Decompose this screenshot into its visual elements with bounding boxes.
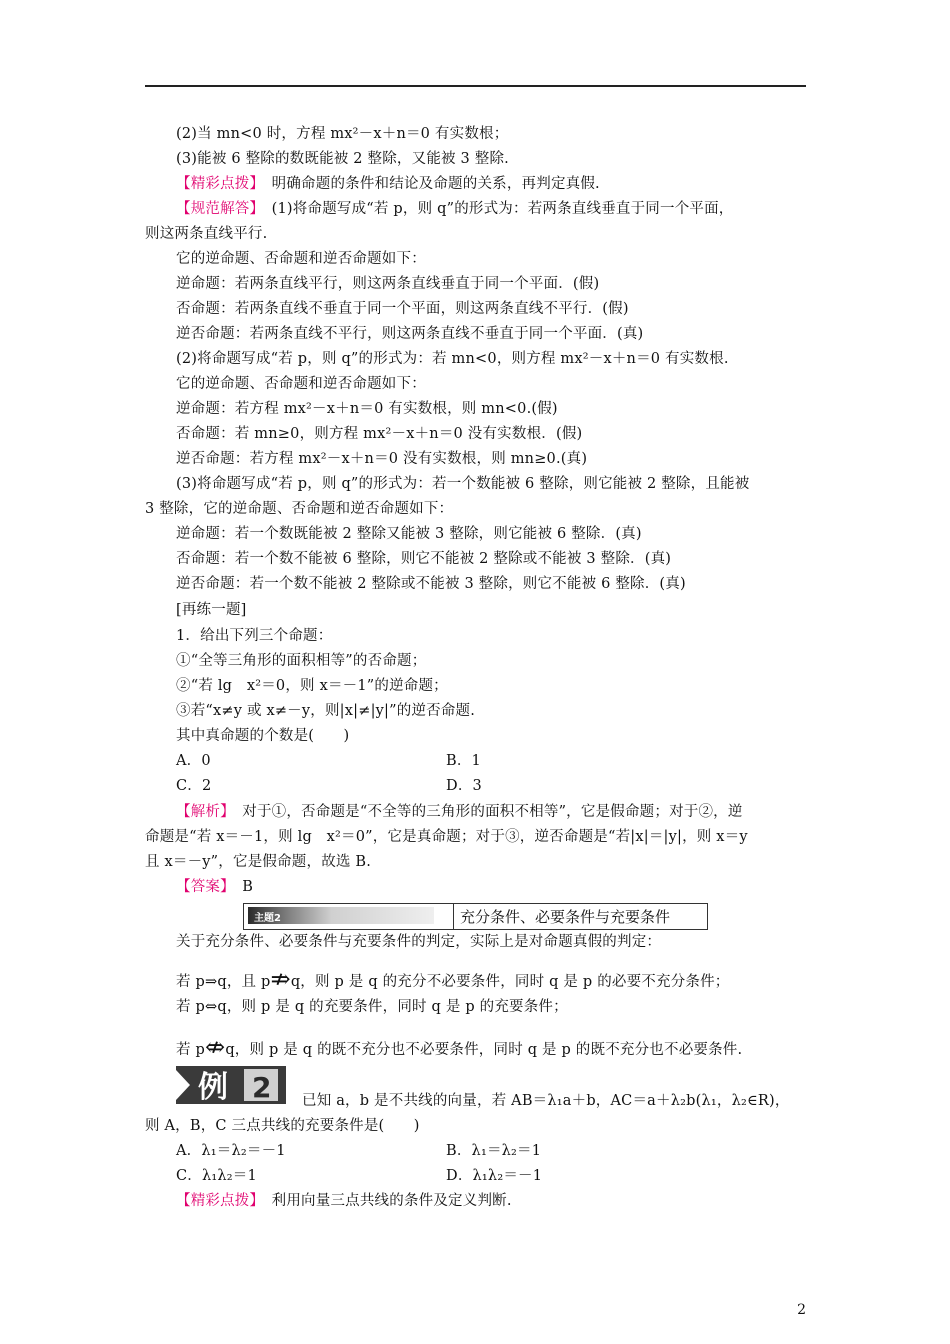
text-line: (3)将命题写成“若 p，则 q”的形式为：若一个数能被 6 整除，则它能被 2 整除，且能被 <box>176 476 750 492</box>
header-rule <box>145 85 806 87</box>
option-b: B．λ₁＝λ₂＝1 <box>446 1143 542 1159</box>
topic-title: 充分条件、必要条件与充要条件 <box>460 908 671 926</box>
tag-text: 对于①，否命题是“不全等的三角形的面积不相等”，它是假命题；对于②，逆 <box>227 804 743 820</box>
text-line: (3)能被 6 整除的数既能被 2 整除，又能被 3 整除. <box>176 151 509 167</box>
text-line: 否命题：若 mn≥0，则方程 mx²－x＋n＝0 没有实数根．(假) <box>176 426 583 442</box>
text-line: ②“若 lg x²＝0，则 x＝－1”的逆命题； <box>176 678 448 694</box>
tag-text: (1)将命题写成“若 p，则 q”的形式为：若两条直线垂直于同一个平面， <box>256 201 734 217</box>
text-line: (2)当 mn<0 时，方程 mx²－x＋n＝0 有实数根； <box>176 126 509 142</box>
text-segment: 若 p⇒q，且 p <box>176 974 271 990</box>
tag-label: 【精彩点拨】 <box>176 1193 257 1209</box>
text-line: 否命题：若两条直线不垂直于同一个平面，则这两条直线不平行．(假) <box>176 301 629 317</box>
text-line: 逆否命题：若一个数不能被 2 整除或不能被 3 整除，则它不能被 6 整除．(真) <box>176 576 686 592</box>
text-segment: q，则 p 是 q 的充分不必要条件，同时 q 是 p 的必要不充分条件； <box>290 974 730 990</box>
not-equivalent-icon: ⇎ <box>205 1033 226 1061</box>
text-line: 其中真命题的个数是( ) <box>176 728 350 744</box>
option-c: C．λ₁λ₂＝1 <box>176 1168 257 1184</box>
option-d: D．3 <box>446 778 482 794</box>
text-line <box>176 1033 743 1061</box>
tag-label: 【精彩点拨】 <box>176 176 257 192</box>
page-number: 2 <box>797 1302 806 1318</box>
text-line: ①“全等三角形的面积相等”的否命题； <box>176 653 427 669</box>
tag-text: 明确命题的条件和结论及命题的关系，再判定真假. <box>256 176 600 192</box>
text-line <box>176 174 600 194</box>
text-segment: q，则 p 是 q 的既不充分也不必要条件，同时 q 是 p 的既不充分也不必要条件. <box>225 1042 743 1058</box>
tag-label: 【规范解答】 <box>176 201 257 217</box>
text-line: 逆否命题：若两条直线不平行，则这两条直线不垂直于同一个平面．(真) <box>176 326 644 342</box>
example-number: 2 <box>252 1071 272 1104</box>
text-line: 关于充分条件、必要条件与充要条件的判定，实际上是对命题真假的判定： <box>176 934 662 950</box>
option-b: B．1 <box>446 753 481 769</box>
example-label: 例 <box>198 1070 228 1104</box>
text-line: 它的逆命题、否命题和逆否命题如下： <box>176 251 426 267</box>
text-line: (2)将命题写成“若 p，则 q”的形式为：若 mn<0，则方程 mx²－x＋n＝0 有实数根. <box>176 351 729 367</box>
topic-badge-label: 主题2 <box>254 913 281 924</box>
example-badge <box>176 1066 286 1104</box>
text-line: 逆命题：若两条直线平行，则这两条直线垂直于同一个平面．(假) <box>176 276 600 292</box>
divider <box>453 904 454 929</box>
text-line: 逆命题：若一个数既能被 2 整除又能被 3 整除，则它能被 6 整除．(真) <box>176 526 642 542</box>
text-line: 3 整除，它的逆命题、否命题和逆否命题如下： <box>145 501 454 517</box>
topic-badge <box>248 907 434 924</box>
text-line <box>176 199 734 219</box>
topic-header <box>243 903 708 930</box>
text-line: 则这两条直线平行. <box>145 226 268 242</box>
text-segment: 若 p <box>176 1042 205 1058</box>
text-line: 否命题：若一个数不能被 6 整除，则它不能被 2 整除或不能被 3 整除．(真) <box>176 551 672 567</box>
text-line: 则 A，B，C 三点共线的充要条件是( ) <box>145 1118 420 1134</box>
tag-text: 利用向量三点共线的条件及定义判断. <box>256 1193 512 1209</box>
tag-label: 【解析】 <box>176 804 228 820</box>
text-line <box>176 802 743 822</box>
option-c: C．2 <box>176 778 212 794</box>
text-line: 1．给出下列三个命题： <box>176 628 333 644</box>
option-a: A．λ₁＝λ₂＝－1 <box>176 1143 286 1159</box>
text-line <box>176 877 253 897</box>
text-line: [再练一题] <box>176 602 247 618</box>
text-line: ③若“x≠y 或 x≠－y，则|x|≠|y|”的逆否命题. <box>176 703 476 719</box>
text-line: 命题是“若 x＝－1，则 lg x²＝0”，它是真命题；对于③，逆否命题是“若|x|＝|y|，则 x＝y <box>145 829 748 845</box>
text-line <box>176 965 730 993</box>
tag-text: B <box>227 879 254 895</box>
text-line: 它的逆命题、否命题和逆否命题如下： <box>176 376 426 392</box>
text-line: 若 p⇔q，则 p 是 q 的充要条件，同时 q 是 p 的充要条件； <box>176 999 568 1015</box>
tag-label: 【答案】 <box>176 879 228 895</box>
option-d: D．λ₁λ₂＝－1 <box>446 1168 543 1184</box>
not-implies-icon: ⇏ <box>270 965 291 993</box>
text-line: 已知 a，b 是不共线的向量，若 AB＝λ₁a＋b，AC＝a＋λ₂b(λ₁，λ₂∈R)， <box>302 1093 790 1109</box>
text-line: 逆否命题：若方程 mx²－x＋n＝0 没有实数根，则 mn≥0.(真) <box>176 451 588 467</box>
text-line: 逆命题：若方程 mx²－x＋n＝0 有实数根，则 mn<0.(假) <box>176 401 558 417</box>
text-line <box>176 1191 512 1211</box>
text-line: 且 x＝－y”，它是假命题，故选 B. <box>145 854 372 870</box>
option-a: A．0 <box>176 753 211 769</box>
